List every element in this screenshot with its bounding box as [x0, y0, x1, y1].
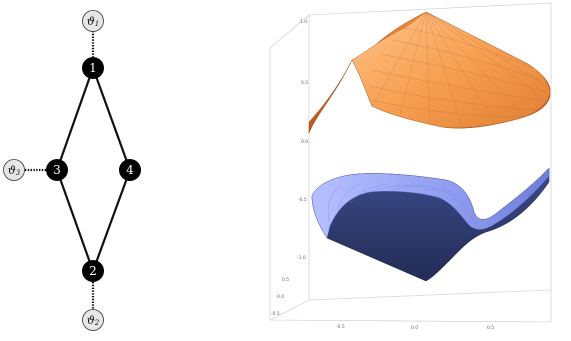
y-tick: 0.5 [282, 278, 290, 283]
y-tick: -0.5 [271, 312, 280, 317]
node-4-label: 4 [126, 163, 134, 177]
node-2-label: 2 [89, 264, 97, 278]
z-tick: 0.5 [301, 81, 309, 86]
x-tick: -0.5 [336, 325, 345, 330]
z-axis-ticks [297, 19, 308, 261]
lower-surface [312, 168, 549, 281]
theta1-sub: 1 [94, 20, 100, 28]
y-tick: 0.0 [277, 295, 285, 300]
x-tick: 0.5 [487, 326, 495, 331]
node-3-label: 3 [53, 163, 61, 177]
node-1-label: 1 [89, 61, 97, 75]
z-tick: 0.0 [301, 140, 309, 145]
z-tick: -0.5 [298, 198, 307, 203]
theta2-base: ϑ [86, 313, 95, 327]
y-axis-ticks [271, 277, 289, 317]
z-tick: -1.0 [297, 256, 306, 261]
x-axis-ticks [336, 324, 494, 331]
theta3-base: ϑ [7, 163, 16, 177]
upper-surface [309, 12, 550, 133]
theta3-sub: 3 [15, 169, 21, 177]
z-tick: 1.0 [300, 20, 308, 25]
theta2-sub: 2 [94, 319, 100, 327]
theta1-base: ϑ [86, 14, 95, 28]
x-tick: 0.0 [411, 326, 419, 331]
